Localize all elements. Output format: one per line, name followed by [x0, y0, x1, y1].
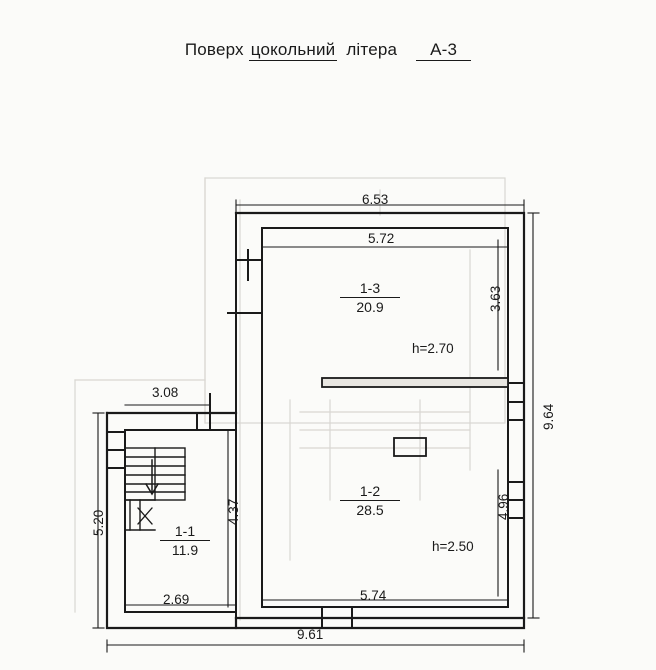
dimension-top-inner: 5.72	[368, 231, 395, 246]
room-area-1-3: 20.9	[340, 297, 400, 315]
interior-column	[394, 438, 426, 456]
dimension-lines	[93, 200, 539, 652]
room-label-1-2	[340, 483, 400, 518]
room-area-1-2: 28.5	[340, 500, 400, 518]
room-label-1-3	[340, 280, 400, 315]
dimension-right-inner-lower: 4.96	[496, 493, 511, 520]
dimension-right-outer: 9.64	[541, 403, 556, 430]
dimension-middle-vertical: 4.37	[226, 498, 241, 525]
dimension-top-outer: 6.53	[362, 192, 389, 207]
dimension-bottom-inner: 5.74	[360, 588, 387, 603]
room-height-1-2: h=2.50	[432, 539, 474, 554]
title-part-litera: літера	[346, 40, 398, 59]
title-part-poverh: Поверх	[184, 40, 244, 59]
room-height-1-3: h=2.70	[412, 341, 454, 356]
room-number-1-3: 1-3	[359, 280, 381, 296]
outer-walls	[107, 213, 524, 628]
title-part-letter-code: А-3	[416, 40, 471, 61]
dimension-right-inner-upper: 3.63	[488, 285, 503, 312]
dimension-left-upper: 3.08	[152, 385, 179, 400]
room-label-1-1	[160, 523, 210, 558]
room-number-1-1: 1-1	[174, 523, 196, 539]
room-area-1-1: 11.9	[160, 540, 210, 558]
dimension-bottom-left: 2.69	[163, 592, 190, 607]
room-number-1-2: 1-2	[359, 483, 381, 499]
staircase	[125, 448, 185, 530]
title-part-tsokolnyi: цокольний	[250, 40, 336, 59]
wall-openings	[107, 250, 524, 628]
dimension-bottom-outer: 9.61	[297, 627, 324, 642]
interior-beam	[322, 378, 508, 387]
dimension-left-outer: 5.20	[91, 509, 106, 536]
